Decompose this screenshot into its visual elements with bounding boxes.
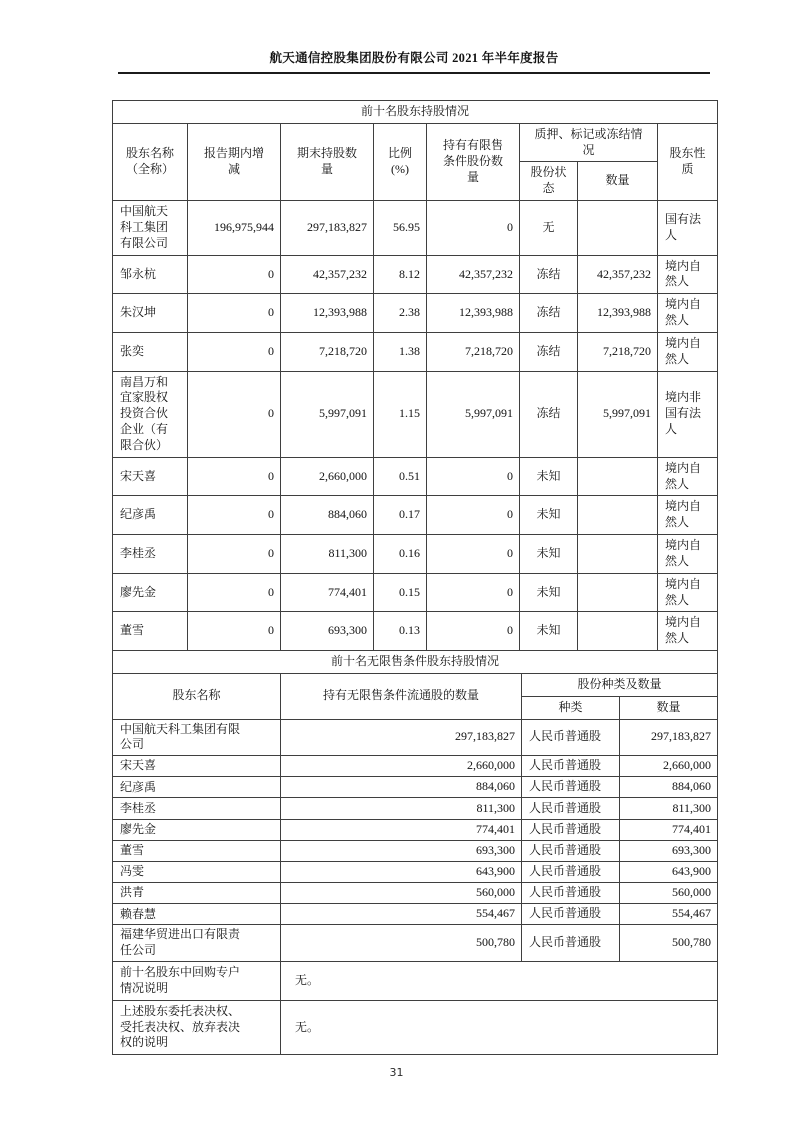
table-row xyxy=(113,573,718,612)
unrestricted-shares-cell: 554,467 xyxy=(281,904,522,925)
share-type-cell: 人民币普通股 xyxy=(522,756,620,777)
ratio-cell: 56.95 xyxy=(374,201,427,255)
col-header-shareholder-name: 股东名称（全称） xyxy=(113,123,188,200)
share-quantity-cell: 500,780 xyxy=(620,925,718,962)
col-header-share-type-group: 股份种类及数量 xyxy=(522,673,718,696)
col-header-share-type: 种类 xyxy=(522,696,620,719)
note-label: 上述股东委托表决权、受托表决权、放弃表决权的说明 xyxy=(113,1000,281,1054)
change-cell: 0 xyxy=(188,294,281,333)
share-type-cell: 人民币普通股 xyxy=(522,925,620,962)
nature-cell: 境内非国有法人 xyxy=(658,371,718,457)
share-type-cell: 人民币普通股 xyxy=(522,883,620,904)
nature-cell: 境内自然人 xyxy=(658,255,718,294)
page-number: 31 xyxy=(389,1066,404,1079)
table1-title: 前十名股东持股情况 xyxy=(113,101,718,124)
share-type-cell: 人民币普通股 xyxy=(522,798,620,819)
shareholder-name-cell: 冯雯 xyxy=(113,861,281,882)
share-quantity-cell: 643,900 xyxy=(620,861,718,882)
note-row xyxy=(113,962,718,1001)
report-body xyxy=(112,100,718,1055)
restricted-cell: 0 xyxy=(427,457,520,496)
col-header-share-quantity: 数量 xyxy=(620,696,718,719)
table-row xyxy=(113,798,718,819)
share-quantity-cell: 297,183,827 xyxy=(620,719,718,756)
frozen-quantity-cell xyxy=(578,612,658,651)
nature-cell: 境内自然人 xyxy=(658,457,718,496)
page-header xyxy=(118,48,710,74)
shareholder-name-cell: 纪彦禹 xyxy=(113,777,281,798)
share-type-cell: 人民币普通股 xyxy=(522,777,620,798)
shares-cell: 884,060 xyxy=(281,496,374,535)
ratio-cell: 0.17 xyxy=(374,496,427,535)
table-row xyxy=(113,371,718,457)
table-title-row xyxy=(113,101,718,124)
ratio-cell: 0.16 xyxy=(374,535,427,574)
shareholder-name-cell: 董雪 xyxy=(113,612,188,651)
shareholder-name-cell: 中国航天科工集团有限公司 xyxy=(113,201,188,255)
status-cell: 冻结 xyxy=(520,255,578,294)
ratio-cell: 0.51 xyxy=(374,457,427,496)
col-header-shareholder-name: 股东名称 xyxy=(113,673,281,719)
change-cell: 0 xyxy=(188,457,281,496)
ratio-cell: 1.38 xyxy=(374,332,427,371)
note-row xyxy=(113,1000,718,1054)
share-quantity-cell: 811,300 xyxy=(620,798,718,819)
col-header-frozen-quantity: 数量 xyxy=(578,162,658,201)
share-quantity-cell: 884,060 xyxy=(620,777,718,798)
share-quantity-cell: 2,660,000 xyxy=(620,756,718,777)
change-cell: 0 xyxy=(188,332,281,371)
table-row xyxy=(113,535,718,574)
unrestricted-shares-cell: 693,300 xyxy=(281,840,522,861)
shareholder-name-cell: 朱汉坤 xyxy=(113,294,188,333)
col-header-period-change: 报告期内增减 xyxy=(188,123,281,200)
note-label: 前十名股东中回购专户情况说明 xyxy=(113,962,281,1001)
shareholder-name-cell: 纪彦禹 xyxy=(113,496,188,535)
unrestricted-shares-cell: 297,183,827 xyxy=(281,719,522,756)
frozen-quantity-cell: 42,357,232 xyxy=(578,255,658,294)
unrestricted-shares-cell: 811,300 xyxy=(281,798,522,819)
share-type-cell: 人民币普通股 xyxy=(522,904,620,925)
shareholder-name-cell: 南昌万和宜家股权投资合伙企业（有限合伙） xyxy=(113,371,188,457)
share-quantity-cell: 774,401 xyxy=(620,819,718,840)
shareholder-name-cell: 洪青 xyxy=(113,883,281,904)
ratio-cell: 8.12 xyxy=(374,255,427,294)
status-cell: 冻结 xyxy=(520,294,578,333)
restricted-cell: 12,393,988 xyxy=(427,294,520,333)
table-row xyxy=(113,612,718,651)
table-title-row xyxy=(113,651,718,674)
status-cell: 无 xyxy=(520,201,578,255)
table2-title: 前十名无限售条件股东持股情况 xyxy=(113,651,718,674)
shareholder-name-cell: 宋天喜 xyxy=(113,756,281,777)
restricted-cell: 0 xyxy=(427,496,520,535)
ratio-cell: 2.38 xyxy=(374,294,427,333)
nature-cell: 境内自然人 xyxy=(658,612,718,651)
shares-cell: 7,218,720 xyxy=(281,332,374,371)
restricted-cell: 42,357,232 xyxy=(427,255,520,294)
shareholder-name-cell: 廖先金 xyxy=(113,573,188,612)
nature-cell: 境内自然人 xyxy=(658,535,718,574)
table-row xyxy=(113,332,718,371)
table1-header-row xyxy=(113,123,718,162)
change-cell: 0 xyxy=(188,371,281,457)
nature-cell: 境内自然人 xyxy=(658,573,718,612)
change-cell: 0 xyxy=(188,496,281,535)
table2-header-row xyxy=(113,673,718,696)
frozen-quantity-cell xyxy=(578,573,658,612)
unrestricted-shares-cell: 2,660,000 xyxy=(281,756,522,777)
table-row xyxy=(113,861,718,882)
unrestricted-shares-cell: 560,000 xyxy=(281,883,522,904)
nature-cell: 境内自然人 xyxy=(658,496,718,535)
restricted-cell: 0 xyxy=(427,535,520,574)
shareholder-name-cell: 张奕 xyxy=(113,332,188,371)
table-row xyxy=(113,457,718,496)
table-row xyxy=(113,777,718,798)
table-row xyxy=(113,925,718,962)
shareholder-name-cell: 李桂丞 xyxy=(113,535,188,574)
change-cell: 0 xyxy=(188,612,281,651)
frozen-quantity-cell xyxy=(578,535,658,574)
table-row xyxy=(113,719,718,756)
share-quantity-cell: 693,300 xyxy=(620,840,718,861)
share-type-cell: 人民币普通股 xyxy=(522,840,620,861)
nature-cell: 境内自然人 xyxy=(658,332,718,371)
frozen-quantity-cell: 7,218,720 xyxy=(578,332,658,371)
frozen-quantity-cell xyxy=(578,457,658,496)
col-header-unrestricted-shares: 持有无限售条件流通股的数量 xyxy=(281,673,522,719)
table-row xyxy=(113,255,718,294)
table-row xyxy=(113,840,718,861)
shares-cell: 42,357,232 xyxy=(281,255,374,294)
ratio-cell: 0.15 xyxy=(374,573,427,612)
nature-cell: 境内自然人 xyxy=(658,294,718,333)
share-type-cell: 人民币普通股 xyxy=(522,819,620,840)
unrestricted-shares-cell: 500,780 xyxy=(281,925,522,962)
table-row xyxy=(113,883,718,904)
unrestricted-shares-cell: 884,060 xyxy=(281,777,522,798)
unrestricted-shareholders-table xyxy=(112,650,718,1055)
shares-cell: 297,183,827 xyxy=(281,201,374,255)
change-cell: 0 xyxy=(188,573,281,612)
restricted-cell: 0 xyxy=(427,201,520,255)
table-row xyxy=(113,294,718,333)
status-cell: 未知 xyxy=(520,496,578,535)
shareholder-name-cell: 宋天喜 xyxy=(113,457,188,496)
unrestricted-shares-cell: 774,401 xyxy=(281,819,522,840)
shareholder-name-cell: 李桂丞 xyxy=(113,798,281,819)
col-header-pledge-group: 质押、标记或冻结情况 xyxy=(520,123,658,162)
frozen-quantity-cell xyxy=(578,496,658,535)
shares-cell: 12,393,988 xyxy=(281,294,374,333)
shareholder-name-cell: 廖先金 xyxy=(113,819,281,840)
status-cell: 未知 xyxy=(520,612,578,651)
change-cell: 0 xyxy=(188,255,281,294)
note-value: 无。 xyxy=(281,1000,718,1054)
status-cell: 未知 xyxy=(520,457,578,496)
share-type-cell: 人民币普通股 xyxy=(522,861,620,882)
shares-cell: 693,300 xyxy=(281,612,374,651)
unrestricted-shares-cell: 643,900 xyxy=(281,861,522,882)
restricted-cell: 7,218,720 xyxy=(427,332,520,371)
status-cell: 冻结 xyxy=(520,332,578,371)
col-header-end-shares: 期末持股数量 xyxy=(281,123,374,200)
table-row xyxy=(113,904,718,925)
shares-cell: 2,660,000 xyxy=(281,457,374,496)
status-cell: 冻结 xyxy=(520,371,578,457)
status-cell: 未知 xyxy=(520,535,578,574)
change-cell: 0 xyxy=(188,535,281,574)
restricted-cell: 5,997,091 xyxy=(427,371,520,457)
ratio-cell: 0.13 xyxy=(374,612,427,651)
col-header-share-status: 股份状态 xyxy=(520,162,578,201)
shareholder-name-cell: 董雪 xyxy=(113,840,281,861)
shareholder-name-cell: 中国航天科工集团有限公司 xyxy=(113,719,281,756)
status-cell: 未知 xyxy=(520,573,578,612)
share-type-cell: 人民币普通股 xyxy=(522,719,620,756)
table-row xyxy=(113,496,718,535)
table-row xyxy=(113,756,718,777)
shares-cell: 774,401 xyxy=(281,573,374,612)
note-value: 无。 xyxy=(281,962,718,1001)
report-title: 航天通信控股集团股份有限公司 2021 年半年度报告 xyxy=(269,51,559,65)
frozen-quantity-cell: 12,393,988 xyxy=(578,294,658,333)
share-quantity-cell: 560,000 xyxy=(620,883,718,904)
shareholder-name-cell: 福建华贸进出口有限责任公司 xyxy=(113,925,281,962)
table-row xyxy=(113,201,718,255)
frozen-quantity-cell: 5,997,091 xyxy=(578,371,658,457)
restricted-cell: 0 xyxy=(427,612,520,651)
shares-cell: 811,300 xyxy=(281,535,374,574)
shareholder-name-cell: 赖春慧 xyxy=(113,904,281,925)
shareholder-name-cell: 邹永杭 xyxy=(113,255,188,294)
table-row xyxy=(113,819,718,840)
nature-cell: 国有法人 xyxy=(658,201,718,255)
col-header-ratio: 比例(%) xyxy=(374,123,427,200)
frozen-quantity-cell xyxy=(578,201,658,255)
ratio-cell: 1.15 xyxy=(374,371,427,457)
shares-cell: 5,997,091 xyxy=(281,371,374,457)
restricted-cell: 0 xyxy=(427,573,520,612)
col-header-shareholder-nature: 股东性质 xyxy=(658,123,718,200)
change-cell: 196,975,944 xyxy=(188,201,281,255)
top-ten-shareholders-table xyxy=(112,100,718,651)
col-header-restricted-shares: 持有有限售条件股份数量 xyxy=(427,123,520,200)
share-quantity-cell: 554,467 xyxy=(620,904,718,925)
